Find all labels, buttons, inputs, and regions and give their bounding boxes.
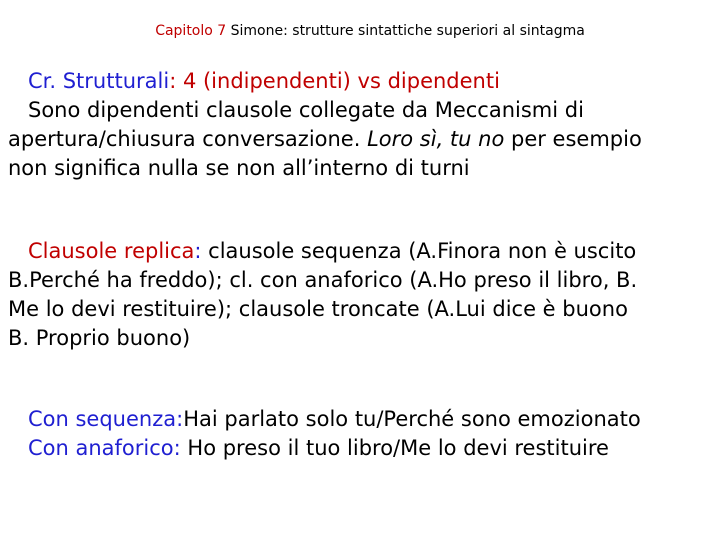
dependent-clauses-line-1: Sono dipendenti clausole collegate da Meccanismi di — [28, 98, 584, 122]
reply-clauses-block — [8, 237, 714, 353]
reply-clauses-line-1-rest: clausole sequenza (A.Finora non è uscito — [201, 239, 637, 263]
dependent-clauses-line-2 — [8, 125, 714, 154]
structural-criteria-colon: : — [169, 69, 177, 93]
dependent-clauses-line-2-text: apertura/chiusura conversazione. — [8, 127, 368, 151]
chapter-label: Capitolo 7 — [155, 23, 227, 39]
anaphoric-text: Ho preso il tuo libro/Me lo devi restituire — [180, 436, 609, 460]
examples-block — [8, 405, 714, 463]
reply-clauses-label: Clausole replica — [28, 239, 195, 263]
reply-clauses-colon: : — [194, 239, 202, 263]
reply-clauses-line-1 — [8, 237, 714, 266]
anaphoric-example-line — [8, 434, 714, 463]
chapter-title: Simone: strutture sintattiche superiori al sintagma — [230, 23, 585, 39]
reply-clauses-line-3: Me lo devi restituire); clausole troncate (A.Lui dice è buono — [8, 297, 628, 321]
sequence-example-line — [8, 405, 714, 434]
dependent-clauses-line-3: non significa nulla se non all’interno di turni — [8, 156, 470, 180]
sequence-label: Con sequenza: — [28, 407, 184, 431]
structural-criteria-label: Cr. Strutturali — [28, 69, 170, 93]
structural-criteria-line — [8, 67, 714, 96]
anaphoric-label: Con anaforico: — [28, 436, 181, 460]
reply-clauses-line-2: B.Perché ha freddo); cl. con anaforico (A.Ho preso il libro, B. — [8, 268, 638, 292]
sequence-text: Hai parlato solo tu/Perché sono emozionato — [183, 407, 641, 431]
reply-clauses-line-4: B. Proprio buono) — [8, 326, 191, 350]
slide-header — [0, 22, 720, 40]
structural-criteria-value: 4 (indipendenti) vs dipendenti — [176, 69, 500, 93]
example-italic: Loro sì, tu no — [367, 127, 505, 151]
structural-criteria-block — [8, 67, 714, 183]
dependent-clauses-line-2-end: per esempio — [504, 127, 642, 151]
